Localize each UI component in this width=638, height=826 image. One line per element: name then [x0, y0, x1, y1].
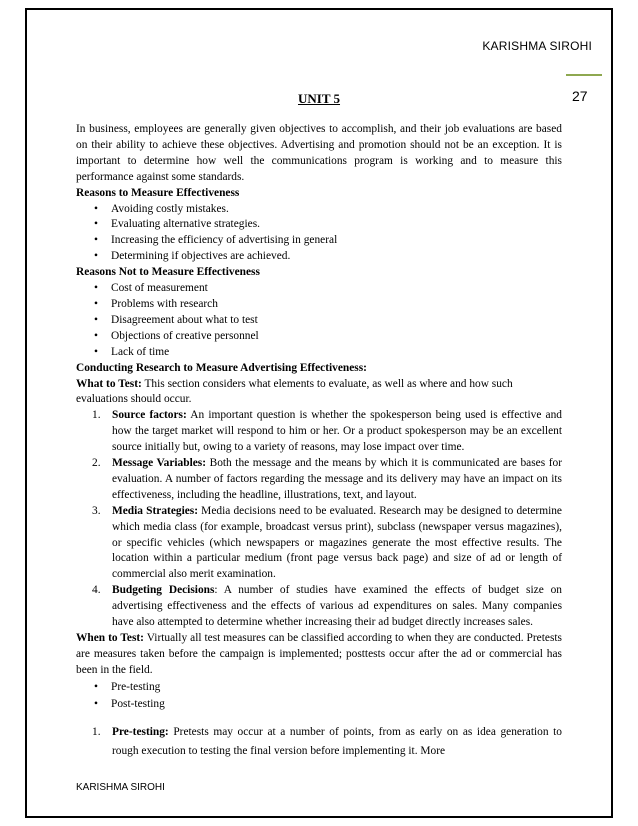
reasons-measure-heading: Reasons to Measure Effectiveness — [76, 186, 240, 199]
item-text: An important question is whether the spokesperson being used is effective and how the target market will respond to him or her. Or a product spokesperson may be an excellent source initially but, owing to a variety of reasons, may lose impact over time. — [112, 409, 562, 454]
what-to-test-paragraph — [76, 377, 562, 409]
item-text: Both the message and the means by which it is communicated are bases for evaluation. A number of factors regarding the message and its delivery may have an impact on its effectiveness, including the headline, illustrations, text, and layout. — [112, 457, 562, 501]
list-item: • Objections of creative personnel — [76, 329, 562, 345]
item-lead: Budgeting Decisions — [112, 584, 215, 597]
conducting-heading: Conducting Research to Measure Advertising Effectiveness: — [76, 361, 367, 374]
test-timing-list — [76, 679, 562, 713]
footer-author: KARISHMA SIROHI — [76, 782, 165, 793]
list-item: • Cost of measurement — [76, 281, 562, 297]
list-item: • Lack of time — [76, 345, 562, 361]
list-item — [76, 723, 562, 761]
reasons-not-heading: Reasons Not to Measure Effectiveness — [76, 266, 260, 279]
reasons-measure-list — [76, 202, 562, 266]
what-to-test-text: This section considers what elements to evaluate, as well as where and how such evaluations should occur. — [76, 377, 513, 406]
intro-paragraph: In business, employees are generally given objectives to accomplish, and their job evaluations are based on their ability to achieve these objectives. Advertising and promotion should not be an exception. It is important to determine how well the communications program is working and to measure this performance against some standards. — [76, 123, 562, 183]
list-item: • Disagreement about what to test — [76, 313, 562, 329]
item-text: Pretests may occur at a number of points, from as early on as idea generation to rough execution to testing the final version before implementing it. More — [112, 725, 562, 757]
when-to-test-paragraph — [76, 631, 562, 679]
list-item — [76, 504, 562, 584]
list-item: • Post-testing — [76, 696, 562, 713]
item-number: 3. — [92, 504, 101, 517]
item-text: Media decisions need to be evaluated. Research may be designed to determine which media class (for example, broadcast versus print), subclass (newspaper versus magazines), or specific vehicles (which newspapers or magazines generate the most effective results. The location within a particular medium (front page versus back page) and size of ad or length of commercial also merit examination. — [112, 504, 562, 581]
item-lead: Message Variables: — [112, 457, 207, 470]
pretesting-list — [76, 723, 562, 761]
page-number: 27 — [572, 88, 588, 104]
item-number: 2. — [92, 457, 101, 470]
header-divider — [566, 74, 602, 76]
page-title: UNIT 5 — [297, 91, 341, 106]
list-item: • Avoiding costly mistakes. — [76, 202, 562, 218]
list-item: • Increasing the efficiency of advertising in general — [76, 233, 562, 249]
list-item — [76, 456, 562, 504]
item-lead: Media Strategies: — [112, 504, 199, 517]
item-text: : A number of studies have examined the effects of budget size on advertising effectiveness and the effects of various ad expenditures on sales. Many companies have also attempted to determine whether increasing their ad budget directly increases sales. — [112, 584, 562, 629]
header-author: KARISHMA SIROHI — [482, 39, 592, 53]
spacer — [76, 713, 562, 723]
when-to-test-label: When to Test: — [76, 632, 144, 644]
when-to-test-text: Virtually all test measures can be classified according to when they are conducted. Pretests are measures taken before the campaign is implemented; posttests occur after the ad or commercial has been in the field. — [76, 632, 562, 676]
item-lead: Pre-testing: — [112, 725, 169, 738]
list-item: • Pre-testing — [76, 679, 562, 696]
list-item: • Problems with research — [76, 297, 562, 313]
item-number: 4. — [92, 584, 101, 597]
reasons-not-list — [76, 281, 562, 361]
test-elements-list — [76, 408, 562, 631]
item-number: 1. — [92, 725, 101, 738]
item-lead: Source factors: — [112, 409, 187, 422]
document-body — [76, 122, 562, 761]
list-item: • Determining if objectives are achieved. — [76, 249, 562, 265]
list-item — [76, 408, 562, 456]
list-item — [76, 583, 562, 631]
list-item: • Evaluating alternative strategies. — [76, 217, 562, 233]
item-number: 1. — [92, 409, 101, 422]
what-to-test-label: What to Test: — [76, 377, 142, 390]
